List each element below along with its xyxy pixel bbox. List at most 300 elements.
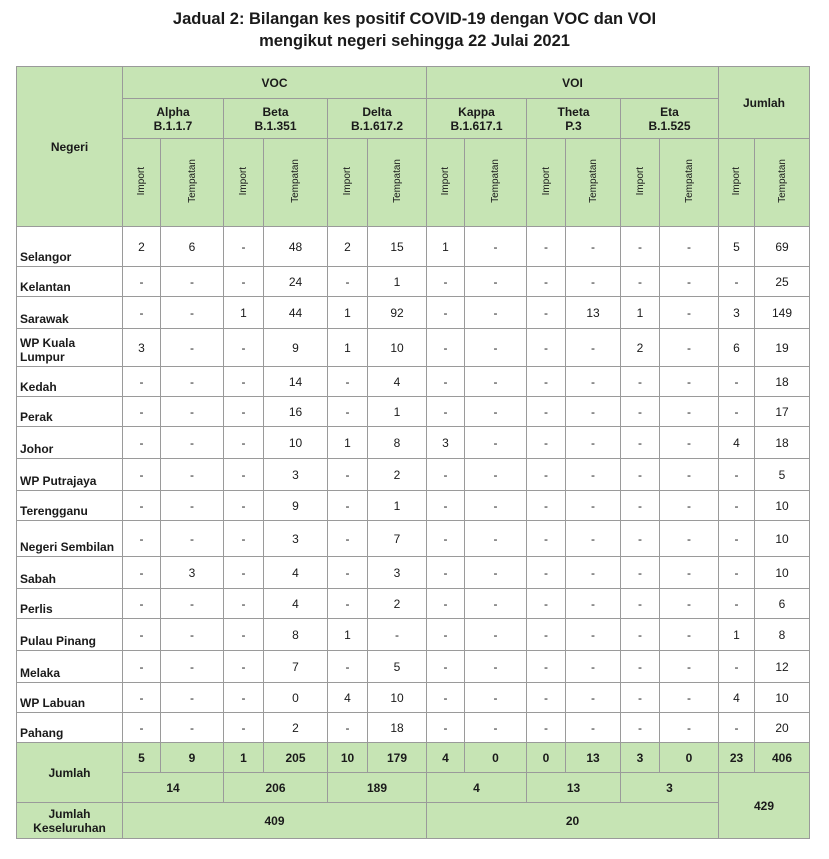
table-cell: - — [660, 329, 719, 367]
table-cell: - — [427, 651, 465, 683]
row-negeri-name: Melaka — [17, 651, 123, 683]
table-cell: 6 — [719, 329, 755, 367]
total-cell: 1 — [224, 743, 264, 773]
table-cell: 16 — [264, 397, 328, 427]
voi-total-cell: 20 — [427, 803, 719, 839]
table-cell: - — [527, 713, 566, 743]
table-cell: - — [123, 491, 161, 521]
table-cell: - — [465, 589, 527, 619]
table-cell: 4 — [719, 427, 755, 459]
subheader-tempatan — [755, 139, 810, 227]
table-cell: - — [328, 367, 368, 397]
table-cell: - — [527, 267, 566, 297]
voc-total-cell: 409 — [123, 803, 427, 839]
subheader-tempatan — [660, 139, 719, 227]
table-cell: - — [427, 683, 465, 713]
table-cell: - — [660, 267, 719, 297]
table-cell: 4 — [368, 367, 427, 397]
table-cell: - — [161, 651, 224, 683]
table-cell: - — [328, 557, 368, 589]
table-cell: - — [161, 397, 224, 427]
table-cell: - — [328, 521, 368, 557]
table-cell: 14 — [264, 367, 328, 397]
table-cell: - — [224, 557, 264, 589]
table-cell: - — [719, 589, 755, 619]
table-cell: - — [427, 297, 465, 329]
table-cell: 13 — [566, 297, 621, 329]
subheader-import — [719, 139, 755, 227]
table-cell: - — [660, 713, 719, 743]
variant-name: Alpha — [156, 104, 190, 119]
table-cell: - — [328, 651, 368, 683]
table-cell: 3 — [427, 427, 465, 459]
subheader-tempatan-label: Tempatan — [290, 159, 301, 203]
total-cell: 406 — [755, 743, 810, 773]
table-cell: 1 — [368, 397, 427, 427]
table-cell: 5 — [719, 227, 755, 267]
subheader-import-label: Import — [540, 166, 552, 196]
table-cell: - — [527, 589, 566, 619]
row-negeri-name: Sabah — [17, 557, 123, 589]
table-cell: - — [465, 227, 527, 267]
table-cell: 3 — [719, 297, 755, 329]
table-cell: - — [427, 491, 465, 521]
subheader-tempatan — [465, 139, 527, 227]
table-cell: - — [566, 557, 621, 589]
table-cell: - — [527, 297, 566, 329]
table-cell: 6 — [161, 227, 224, 267]
table-cell: - — [527, 227, 566, 267]
row-negeri-name: Perlis — [17, 589, 123, 619]
table-row — [17, 367, 810, 397]
table-cell: 2 — [264, 713, 328, 743]
table-cell: - — [621, 367, 660, 397]
table-row — [17, 297, 810, 329]
table-cell: 8 — [368, 427, 427, 459]
total-cell: 179 — [368, 743, 427, 773]
table-cell: 1 — [328, 329, 368, 367]
table-cell: - — [161, 459, 224, 491]
header-jumlah: Jumlah — [719, 67, 810, 139]
table-cell: - — [527, 459, 566, 491]
table-cell: 5 — [755, 459, 810, 491]
table-cell: 2 — [368, 589, 427, 619]
table-cell: - — [224, 619, 264, 651]
table-cell: - — [368, 619, 427, 651]
table-row — [17, 557, 810, 589]
table-cell: 10 — [368, 683, 427, 713]
table-cell: 6 — [755, 589, 810, 619]
table-row — [17, 267, 810, 297]
table-cell: - — [621, 557, 660, 589]
grand-totals-row — [17, 803, 810, 839]
variant-total-cell: 14 — [123, 773, 224, 803]
table-cell: 1 — [368, 491, 427, 521]
table-cell: - — [660, 491, 719, 521]
table-cell: - — [566, 683, 621, 713]
variant-header-theta — [527, 99, 621, 139]
table-cell: - — [161, 589, 224, 619]
table-cell: 1 — [328, 619, 368, 651]
subheader-tempatan — [264, 139, 328, 227]
table-cell: - — [161, 713, 224, 743]
table-cell: 24 — [264, 267, 328, 297]
table-cell: - — [224, 227, 264, 267]
table-cell: - — [527, 427, 566, 459]
table-cell: - — [161, 619, 224, 651]
total-cell: 0 — [527, 743, 566, 773]
table-cell: 20 — [755, 713, 810, 743]
table-cell: - — [465, 427, 527, 459]
subheader-tempatan — [566, 139, 621, 227]
header-voc: VOC — [123, 67, 427, 99]
table-cell: - — [566, 491, 621, 521]
subheader-tempatan-label: Tempatan — [587, 159, 599, 203]
table-cell: 1 — [368, 267, 427, 297]
table-cell: - — [719, 651, 755, 683]
table-cell: 1 — [328, 297, 368, 329]
variant-code: B.1.617.2 — [350, 118, 404, 133]
variant-header-kappa — [427, 99, 527, 139]
table-cell: - — [527, 651, 566, 683]
table-cell: - — [224, 427, 264, 459]
subheader-import-label: Import — [238, 166, 249, 196]
table-cell: - — [527, 619, 566, 651]
table-cell: 10 — [755, 491, 810, 521]
table-cell: - — [224, 397, 264, 427]
row-negeri-name: Kelantan — [17, 267, 123, 297]
variant-name: Delta — [362, 104, 392, 119]
table-cell: - — [427, 397, 465, 427]
table-cell: - — [465, 619, 527, 651]
subheader-tempatan-label: Tempatan — [490, 159, 501, 203]
table-row — [17, 397, 810, 427]
variant-name: Theta — [557, 104, 590, 119]
total-cell: 0 — [465, 743, 527, 773]
row-negeri-name: WP Putrajaya — [17, 459, 123, 491]
table-cell: 17 — [755, 397, 810, 427]
row-negeri-name: WP Labuan — [17, 683, 123, 713]
table-cell: 3 — [264, 459, 328, 491]
subheader-tempatan-label: Tempatan — [186, 159, 198, 203]
table-cell: - — [621, 459, 660, 491]
table-cell: - — [123, 427, 161, 459]
table-cell: - — [328, 397, 368, 427]
table-cell: - — [427, 267, 465, 297]
table-cell: 0 — [264, 683, 328, 713]
subheader-tempatan-label: Tempatan — [776, 159, 788, 203]
row-negeri-name: Sarawak — [17, 297, 123, 329]
table-cell: - — [161, 683, 224, 713]
table-cell: - — [224, 267, 264, 297]
variant-name: Beta — [262, 104, 289, 119]
table-cell: - — [660, 367, 719, 397]
table-cell: 10 — [264, 427, 328, 459]
variant-header-alpha — [123, 99, 224, 139]
table-cell: 1 — [621, 297, 660, 329]
table-row — [17, 651, 810, 683]
table-cell: - — [566, 713, 621, 743]
table-cell: - — [566, 367, 621, 397]
table-cell: - — [123, 651, 161, 683]
table-cell: 18 — [368, 713, 427, 743]
table-cell: - — [719, 557, 755, 589]
table-cell: - — [719, 267, 755, 297]
variant-code: B.1.351 — [254, 118, 297, 133]
table-cell: 1 — [719, 619, 755, 651]
subheader-import — [123, 139, 161, 227]
variant-total-cell: 13 — [527, 773, 621, 803]
table-cell: - — [660, 459, 719, 491]
table-cell: - — [123, 713, 161, 743]
variant-total-cell: 4 — [427, 773, 527, 803]
table-row — [17, 329, 810, 367]
table-cell: - — [660, 227, 719, 267]
table-cell: - — [123, 619, 161, 651]
totals-row — [17, 743, 810, 773]
table-cell: - — [224, 491, 264, 521]
table-cell: - — [465, 459, 527, 491]
title-line-2: mengikut negeri sehingga 22 Julai 2021 — [259, 32, 570, 50]
subheader-import — [527, 139, 566, 227]
variant-header-eta — [621, 99, 719, 139]
table-cell: - — [328, 491, 368, 521]
variant-total-cell: 189 — [328, 773, 427, 803]
table-cell: - — [566, 521, 621, 557]
table-cell: - — [224, 651, 264, 683]
table-cell: - — [719, 367, 755, 397]
row-negeri-name: Negeri Sembilan — [17, 521, 123, 557]
covid-variant-table — [16, 66, 810, 839]
table-cell: - — [621, 619, 660, 651]
table-cell: - — [465, 491, 527, 521]
total-cell: 10 — [328, 743, 368, 773]
table-cell: 69 — [755, 227, 810, 267]
table-cell: - — [161, 297, 224, 329]
table-cell: 12 — [755, 651, 810, 683]
table-cell: - — [161, 427, 224, 459]
table-cell: - — [465, 297, 527, 329]
table-cell: - — [123, 521, 161, 557]
table-cell: - — [660, 683, 719, 713]
table-cell: 19 — [755, 329, 810, 367]
table-row — [17, 713, 810, 743]
table-row — [17, 619, 810, 651]
table-row — [17, 521, 810, 557]
table-cell: - — [566, 619, 621, 651]
table-cell: - — [465, 683, 527, 713]
table-cell: - — [123, 557, 161, 589]
table-row — [17, 459, 810, 491]
table-cell: - — [660, 521, 719, 557]
subheader-import — [427, 139, 465, 227]
table-cell: - — [660, 297, 719, 329]
table-cell: - — [224, 367, 264, 397]
table-cell: 18 — [755, 427, 810, 459]
table-cell: 1 — [427, 227, 465, 267]
table-cell: - — [719, 459, 755, 491]
variant-header-delta — [328, 99, 427, 139]
row-negeri-name: Perak — [17, 397, 123, 427]
table-cell: 9 — [264, 491, 328, 521]
totals-label: Jumlah — [17, 743, 123, 803]
row-negeri-name: Selangor — [17, 227, 123, 267]
subheader-tempatan — [368, 139, 427, 227]
table-cell: - — [427, 521, 465, 557]
subheader-import-label: Import — [731, 166, 742, 196]
title-line-1: Jadual 2: Bilangan kes positif COVID-19 dengan VOC dan VOI — [172, 10, 657, 28]
table-cell: - — [527, 683, 566, 713]
table-cell: 8 — [264, 619, 328, 651]
table-cell: - — [161, 367, 224, 397]
subheader-import — [328, 139, 368, 227]
table-cell: - — [719, 397, 755, 427]
table-row — [17, 589, 810, 619]
subheader-tempatan-label: Tempatan — [391, 159, 403, 203]
subheader-tempatan-label: Tempatan — [683, 159, 695, 203]
table-cell: - — [224, 329, 264, 367]
table-cell: - — [123, 367, 161, 397]
table-cell: - — [527, 329, 566, 367]
table-cell: - — [621, 713, 660, 743]
table-cell: - — [621, 267, 660, 297]
subheader-import-label: Import — [440, 166, 451, 196]
import-tempatan-header-row — [17, 139, 810, 227]
table-cell: 3 — [123, 329, 161, 367]
table-cell: - — [224, 459, 264, 491]
table-cell: - — [621, 397, 660, 427]
table-cell: 3 — [161, 557, 224, 589]
table-cell: 7 — [264, 651, 328, 683]
variant-header-beta — [224, 99, 328, 139]
table-cell: 2 — [368, 459, 427, 491]
variant-total-cell: 206 — [224, 773, 328, 803]
table-cell: - — [224, 713, 264, 743]
table-cell: - — [621, 651, 660, 683]
table-cell: 8 — [755, 619, 810, 651]
header-negeri: Negeri — [17, 67, 123, 227]
row-negeri-name: Kedah — [17, 367, 123, 397]
table-row — [17, 227, 810, 267]
table-cell: - — [566, 651, 621, 683]
table-cell: - — [660, 557, 719, 589]
table-cell: - — [566, 227, 621, 267]
table-cell: - — [527, 367, 566, 397]
table-cell: - — [427, 557, 465, 589]
table-cell: - — [328, 589, 368, 619]
table-cell: 92 — [368, 297, 427, 329]
table-cell: - — [328, 267, 368, 297]
table-cell: - — [621, 427, 660, 459]
table-cell: - — [224, 589, 264, 619]
row-negeri-name: Pulau Pinang — [17, 619, 123, 651]
variant-code: B.1.1.7 — [153, 118, 193, 133]
table-cell: - — [566, 589, 621, 619]
table-cell: - — [123, 397, 161, 427]
table-cell: 3 — [368, 557, 427, 589]
table-cell: - — [465, 557, 527, 589]
subheader-tempatan — [161, 139, 224, 227]
table-cell: 7 — [368, 521, 427, 557]
table-cell: 18 — [755, 367, 810, 397]
table-cell: 10 — [368, 329, 427, 367]
subheader-import — [224, 139, 264, 227]
table-cell: - — [621, 521, 660, 557]
table-cell: - — [427, 619, 465, 651]
table-cell: 4 — [264, 557, 328, 589]
table-cell: - — [123, 589, 161, 619]
row-negeri-name: Johor — [17, 427, 123, 459]
table-cell: 2 — [621, 329, 660, 367]
table-cell: - — [328, 459, 368, 491]
subheader-import-label: Import — [342, 166, 353, 196]
table-cell: - — [427, 459, 465, 491]
table-cell: 48 — [264, 227, 328, 267]
total-cell: 9 — [161, 743, 224, 773]
variant-code: B.1.617.1 — [450, 118, 503, 133]
subheader-import — [621, 139, 660, 227]
table-cell: - — [566, 397, 621, 427]
variant-code: B.1.525 — [648, 118, 691, 133]
table-cell: - — [328, 713, 368, 743]
table-cell: - — [465, 267, 527, 297]
table-cell: 44 — [264, 297, 328, 329]
table-cell: - — [719, 521, 755, 557]
table-cell: - — [465, 651, 527, 683]
header-voi: VOI — [427, 67, 719, 99]
table-title — [0, 8, 829, 52]
table-row — [17, 683, 810, 713]
total-cell: 13 — [566, 743, 621, 773]
total-cell: 205 — [264, 743, 328, 773]
table-cell: - — [465, 367, 527, 397]
table-cell: 10 — [755, 557, 810, 589]
table-cell: - — [465, 329, 527, 367]
table-cell: - — [427, 367, 465, 397]
table-cell: - — [161, 491, 224, 521]
table-cell: - — [527, 491, 566, 521]
table-cell: - — [224, 683, 264, 713]
covid-variant-table-wrapper — [16, 66, 810, 839]
table-cell: - — [621, 227, 660, 267]
table-cell: - — [465, 713, 527, 743]
table-cell: - — [566, 427, 621, 459]
total-cell: 0 — [660, 743, 719, 773]
table-cell: - — [621, 589, 660, 619]
total-cell: 5 — [123, 743, 161, 773]
table-cell: - — [719, 491, 755, 521]
table-cell: - — [566, 267, 621, 297]
grand-total-label: Jumlah Keseluruhan — [17, 803, 123, 839]
table-cell: - — [527, 397, 566, 427]
table-cell: 1 — [328, 427, 368, 459]
table-cell: 5 — [368, 651, 427, 683]
table-row — [17, 427, 810, 459]
table-cell: - — [224, 521, 264, 557]
table-cell: 2 — [328, 227, 368, 267]
row-negeri-name: WP Kuala Lumpur — [17, 329, 123, 367]
table-cell: - — [621, 683, 660, 713]
table-cell: 10 — [755, 521, 810, 557]
table-cell: - — [660, 651, 719, 683]
table-body — [17, 227, 810, 839]
table-row — [17, 491, 810, 521]
table-cell: - — [527, 521, 566, 557]
table-cell: 9 — [264, 329, 328, 367]
row-negeri-name: Terengganu — [17, 491, 123, 521]
variant-totals-row — [17, 773, 810, 803]
subheader-import-label: Import — [634, 166, 646, 196]
